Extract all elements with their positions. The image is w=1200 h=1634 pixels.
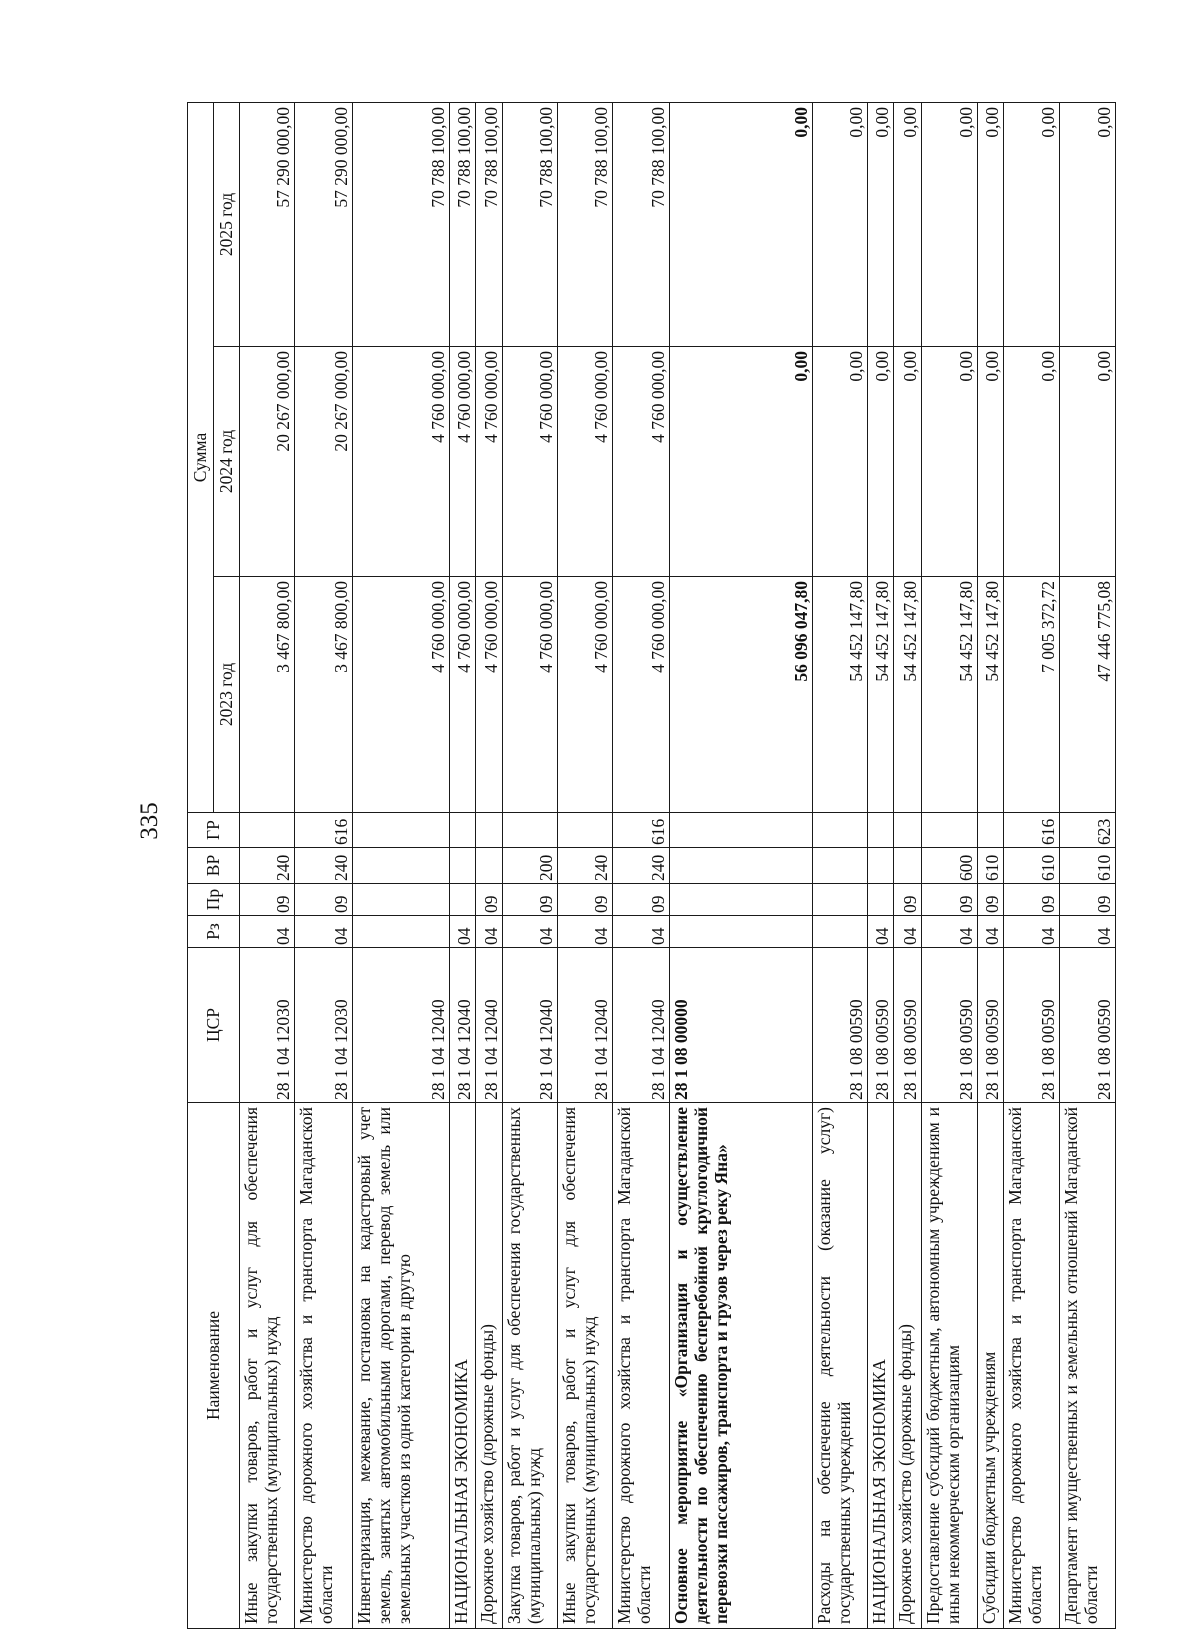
cell-2023: 47 446 775,08 xyxy=(1060,577,1116,813)
cell-2023: 54 452 147,80 xyxy=(813,577,868,813)
cell-name: Расходы на обеспечение деятельности (оказание услуг) государственных учреждений xyxy=(813,1103,868,1629)
cell-pr xyxy=(353,884,450,916)
cell-vr: 610 xyxy=(1060,848,1116,884)
cell-2025: 70 788 100,00 xyxy=(450,102,476,346)
cell-rz: 04 xyxy=(558,916,613,948)
cell-2025: 70 788 100,00 xyxy=(558,102,613,346)
table-row xyxy=(503,102,558,1628)
table-row xyxy=(240,102,295,1628)
cell-csr: 28 1 08 00000 xyxy=(670,948,813,1103)
cell-csr: 28 1 04 12030 xyxy=(240,948,295,1103)
cell-2024: 20 267 000,00 xyxy=(240,347,295,577)
cell-2024: 0,00 xyxy=(978,347,1004,577)
cell-2023: 4 760 000,00 xyxy=(476,577,503,813)
cell-name: Министерство дорожного хозяйства и транспорта Магаданской области xyxy=(1004,1103,1060,1629)
cell-csr: 28 1 04 12040 xyxy=(503,948,558,1103)
cell-2023: 4 760 000,00 xyxy=(450,577,476,813)
cell-2023: 3 467 800,00 xyxy=(295,577,353,813)
cell-vr: 610 xyxy=(1004,848,1060,884)
cell-2025: 0,00 xyxy=(922,102,978,346)
cell-gr: 616 xyxy=(613,813,670,848)
cell-vr xyxy=(894,848,922,884)
header-pr: Пр xyxy=(188,884,240,916)
cell-gr xyxy=(670,813,813,848)
table-row xyxy=(1060,102,1116,1628)
cell-2025: 0,00 xyxy=(978,102,1004,346)
cell-pr: 09 xyxy=(1004,884,1060,916)
rotated-table-frame xyxy=(187,103,1114,1629)
header-2023: 2023 год xyxy=(214,577,240,813)
cell-name: Министерство дорожного хозяйства и транспорта Магаданской области xyxy=(613,1103,670,1629)
cell-2024: 0,00 xyxy=(670,347,813,577)
cell-rz: 04 xyxy=(240,916,295,948)
header-2025: 2025 год xyxy=(214,102,240,346)
cell-2025: 57 290 000,00 xyxy=(240,102,295,346)
cell-csr: 28 1 08 00590 xyxy=(978,948,1004,1103)
cell-2024: 0,00 xyxy=(868,347,894,577)
header-gr: ГР xyxy=(188,813,240,848)
cell-2025: 70 788 100,00 xyxy=(503,102,558,346)
header-name: Наименование xyxy=(188,1103,240,1629)
cell-csr: 28 1 08 00590 xyxy=(868,948,894,1103)
cell-vr xyxy=(450,848,476,884)
cell-rz: 04 xyxy=(868,916,894,948)
cell-2025: 0,00 xyxy=(1060,102,1116,346)
cell-2024: 4 760 000,00 xyxy=(450,347,476,577)
cell-gr xyxy=(922,813,978,848)
cell-vr xyxy=(476,848,503,884)
page-number: 335 xyxy=(136,802,163,840)
table-row xyxy=(894,102,922,1628)
cell-csr: 28 1 04 12040 xyxy=(476,948,503,1103)
table-row xyxy=(476,102,503,1628)
cell-2024: 20 267 000,00 xyxy=(295,347,353,577)
table-row xyxy=(353,102,450,1628)
cell-vr: 240 xyxy=(295,848,353,884)
header-rz: Рз xyxy=(188,916,240,948)
cell-2024: 4 760 000,00 xyxy=(353,347,450,577)
cell-csr: 28 1 04 12040 xyxy=(353,948,450,1103)
cell-2025: 70 788 100,00 xyxy=(613,102,670,346)
table-row xyxy=(922,102,978,1628)
cell-csr: 28 1 08 00590 xyxy=(922,948,978,1103)
cell-pr xyxy=(670,884,813,916)
cell-2023: 4 760 000,00 xyxy=(558,577,613,813)
table-row xyxy=(613,102,670,1628)
header-csr: ЦСР xyxy=(188,948,240,1103)
cell-2025: 0,00 xyxy=(1004,102,1060,346)
cell-rz: 04 xyxy=(922,916,978,948)
cell-name: НАЦИОНАЛЬНАЯ ЭКОНОМИКА xyxy=(450,1103,476,1629)
cell-rz: 04 xyxy=(476,916,503,948)
cell-2023: 3 467 800,00 xyxy=(240,577,295,813)
cell-2023: 4 760 000,00 xyxy=(613,577,670,813)
cell-gr: 616 xyxy=(1004,813,1060,848)
cell-2023: 4 760 000,00 xyxy=(503,577,558,813)
header-row-1 xyxy=(188,102,214,1628)
cell-name: Субсидии бюджетным учреждениям xyxy=(978,1103,1004,1629)
table-row xyxy=(978,102,1004,1628)
cell-rz: 04 xyxy=(613,916,670,948)
cell-2023: 54 452 147,80 xyxy=(868,577,894,813)
cell-name: Министерство дорожного хозяйства и транспорта Магаданской области xyxy=(295,1103,353,1629)
cell-gr xyxy=(558,813,613,848)
cell-name: Инвентаризация, межевание, постановка на кадастровый учет земель, занятых автомобильными дорогами, перевод земель или земельных участков из одной категории в другую xyxy=(353,1103,450,1629)
cell-2025: 57 290 000,00 xyxy=(295,102,353,346)
cell-rz: 04 xyxy=(450,916,476,948)
cell-vr xyxy=(670,848,813,884)
cell-gr xyxy=(978,813,1004,848)
cell-csr: 28 1 08 00590 xyxy=(894,948,922,1103)
cell-2024: 0,00 xyxy=(1004,347,1060,577)
cell-2023: 56 096 047,80 xyxy=(670,577,813,813)
cell-2024: 0,00 xyxy=(894,347,922,577)
cell-csr: 28 1 08 00590 xyxy=(813,948,868,1103)
cell-pr: 09 xyxy=(922,884,978,916)
cell-name: Дорожное хозяйство (дорожные фонды) xyxy=(894,1103,922,1629)
header-sum: Сумма xyxy=(188,102,214,812)
cell-name: Иные закупки товаров, работ и услуг для обеспечения государственных (муниципальных) нужд xyxy=(240,1103,295,1629)
table-row xyxy=(670,102,813,1628)
table-row xyxy=(295,102,353,1628)
cell-rz: 04 xyxy=(1060,916,1116,948)
budget-table-wrapper xyxy=(187,103,1114,1629)
cell-vr xyxy=(813,848,868,884)
cell-2024: 0,00 xyxy=(922,347,978,577)
table-row xyxy=(1004,102,1060,1628)
cell-pr xyxy=(813,884,868,916)
cell-gr xyxy=(476,813,503,848)
cell-pr: 09 xyxy=(978,884,1004,916)
cell-rz: 04 xyxy=(295,916,353,948)
cell-gr xyxy=(450,813,476,848)
cell-rz: 04 xyxy=(503,916,558,948)
cell-name: Иные закупки товаров, работ и услуг для обеспечения государственных (муниципальных) нужд xyxy=(558,1103,613,1629)
budget-table xyxy=(187,102,1116,1629)
cell-gr xyxy=(503,813,558,848)
cell-rz: 04 xyxy=(1004,916,1060,948)
cell-2023: 54 452 147,80 xyxy=(922,577,978,813)
cell-2023: 4 760 000,00 xyxy=(353,577,450,813)
cell-2024: 4 760 000,00 xyxy=(503,347,558,577)
cell-vr: 610 xyxy=(978,848,1004,884)
cell-gr: 616 xyxy=(295,813,353,848)
header-vr: ВР xyxy=(188,848,240,884)
cell-2025: 70 788 100,00 xyxy=(476,102,503,346)
cell-csr: 28 1 08 00590 xyxy=(1060,948,1116,1103)
table-body xyxy=(240,102,1116,1628)
cell-csr: 28 1 04 12040 xyxy=(450,948,476,1103)
cell-2025: 0,00 xyxy=(670,102,813,346)
cell-gr xyxy=(813,813,868,848)
cell-csr: 28 1 08 00590 xyxy=(1004,948,1060,1103)
cell-csr: 28 1 04 12030 xyxy=(295,948,353,1103)
cell-gr: 623 xyxy=(1060,813,1116,848)
cell-2024: 4 760 000,00 xyxy=(558,347,613,577)
cell-2023: 54 452 147,80 xyxy=(978,577,1004,813)
cell-vr: 600 xyxy=(922,848,978,884)
cell-gr xyxy=(353,813,450,848)
cell-csr: 28 1 04 12040 xyxy=(558,948,613,1103)
cell-pr xyxy=(868,884,894,916)
cell-rz xyxy=(670,916,813,948)
cell-pr: 09 xyxy=(240,884,295,916)
cell-vr: 240 xyxy=(240,848,295,884)
cell-2025: 70 788 100,00 xyxy=(353,102,450,346)
table-row xyxy=(813,102,868,1628)
cell-pr xyxy=(450,884,476,916)
table-row xyxy=(868,102,894,1628)
cell-gr xyxy=(240,813,295,848)
cell-name: Закупка товаров, работ и услуг для обеспечения государственных (муниципальных) нужд xyxy=(503,1103,558,1629)
cell-vr xyxy=(868,848,894,884)
cell-pr: 09 xyxy=(1060,884,1116,916)
cell-vr: 240 xyxy=(613,848,670,884)
cell-name: Основное мероприятие «Организация и осуществление деятельности по обеспечению бесперебойной круглогодичной перевозки пассажиров, транспорта и грузов через реку Яна» xyxy=(670,1103,813,1629)
table-row xyxy=(558,102,613,1628)
cell-2025: 0,00 xyxy=(813,102,868,346)
cell-rz: 04 xyxy=(978,916,1004,948)
cell-pr: 09 xyxy=(558,884,613,916)
cell-2024: 0,00 xyxy=(1060,347,1116,577)
cell-rz xyxy=(813,916,868,948)
cell-gr xyxy=(868,813,894,848)
cell-2024: 4 760 000,00 xyxy=(613,347,670,577)
cell-name: Предоставление субсидий бюджетным, автономным учреждениям и иным некоммерческим организациям xyxy=(922,1103,978,1629)
cell-2023: 7 005 372,72 xyxy=(1004,577,1060,813)
cell-pr: 09 xyxy=(894,884,922,916)
cell-name: НАЦИОНАЛЬНАЯ ЭКОНОМИКА xyxy=(868,1103,894,1629)
cell-2025: 0,00 xyxy=(868,102,894,346)
cell-pr: 09 xyxy=(295,884,353,916)
table-row xyxy=(450,102,476,1628)
cell-vr: 240 xyxy=(558,848,613,884)
cell-rz xyxy=(353,916,450,948)
cell-rz: 04 xyxy=(894,916,922,948)
cell-2024: 0,00 xyxy=(813,347,868,577)
cell-gr xyxy=(894,813,922,848)
cell-2023: 54 452 147,80 xyxy=(894,577,922,813)
cell-pr: 09 xyxy=(476,884,503,916)
cell-name: Департамент имущественных и земельных отношений Магаданской области xyxy=(1060,1103,1116,1629)
cell-csr: 28 1 04 12040 xyxy=(613,948,670,1103)
cell-name: Дорожное хозяйство (дорожные фонды) xyxy=(476,1103,503,1629)
cell-pr: 09 xyxy=(613,884,670,916)
cell-pr: 09 xyxy=(503,884,558,916)
cell-2024: 4 760 000,00 xyxy=(476,347,503,577)
cell-vr xyxy=(353,848,450,884)
cell-vr: 200 xyxy=(503,848,558,884)
cell-2025: 0,00 xyxy=(894,102,922,346)
header-2024: 2024 год xyxy=(214,347,240,577)
